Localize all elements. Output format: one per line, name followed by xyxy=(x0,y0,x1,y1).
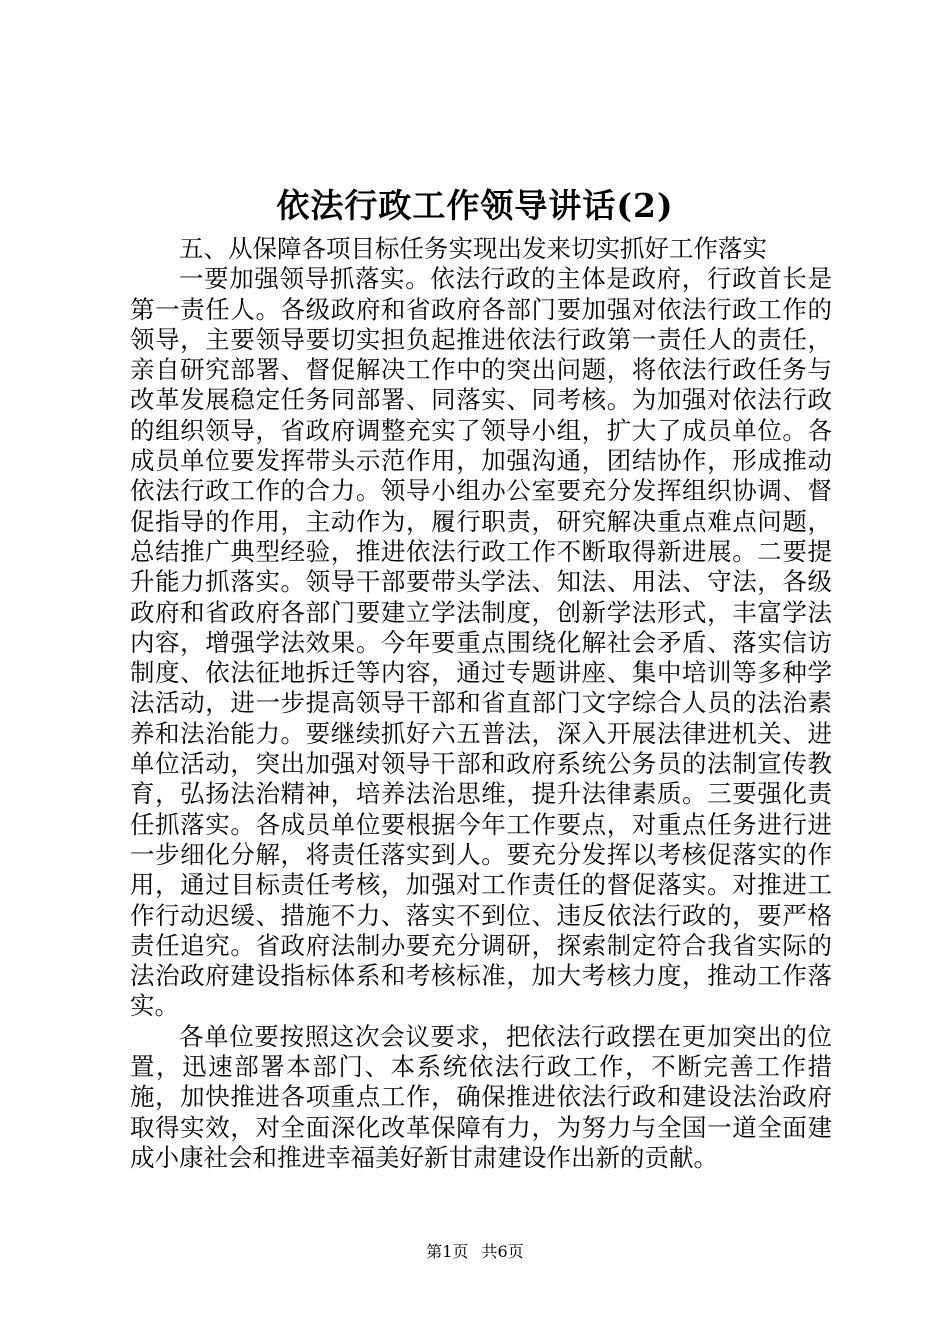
body-paragraph: 一要加强领导抓落实。依法行政的主体是政府，行政首长是第一责任人。各级政府和省政府各部门要加强对依法行政工作的领导，主要领导要切实担负起推进依法行政第一责任人的责任，亲自研究部署、督促解决工作中的突出问题，将依法行政任务与改革发展稳定任务同部署、同落实、同考核。为加强对依法行政的组织领导，省政府调整充实了领导小组，扩大了成员单位。各成员单位要发挥带头示范作用，加强沟通，团结协作，形成推动依法行政工作的合力。领导小组办公室要充分发挥组织协调、督促指导的作用，主动作为，履行职责，研究解决重点难点问题，总结推广典型经验，推进依法行政工作不断取得新进展。二要提升能力抓落实。领导干部要带头学法、知法、用法、守法，各级政府和省政府各部门要建立学法制度，创新学法形式，丰富学法内容，增强学法效果。今年要重点围绕化解社会矛盾、落实信访制度、依法征地拆迁等内容，通过专题讲座、集中培训等多种学法活动，进一步提高领导干部和省直部门文字综合人员的法治素养和法治能力。要继续抓好六五普法，深入开展法律进机关、进单位活动，突出加强对领导干部和政府系统公务员的法制宣传教育，弘扬法治精神，培养法治思维，提升法律素质。三要强化责任抓落实。各成员单位要根据今年工作要点，对重点任务进行进一步细化分解，将责任落实到人。要充分发挥以考核促落实的作用，通过目标责任考核，加强对工作责任的督促落实。对推进工作行动迟缓、措施不力、落实不到位、违反依法行政的，要严格责任追究。省政府法制办要充分调研，探索制定符合我省实际的法治政府建设指标体系和考核标准，加大考核力度，推动工作落实。 xyxy=(130,264,832,1021)
document-body xyxy=(130,234,832,1173)
page-total: 共6页 xyxy=(481,1242,524,1261)
page-footer xyxy=(0,1242,950,1262)
page-title: 依法行政工作领导讲话(2) xyxy=(276,186,674,225)
body-paragraph: 各单位要按照这次会议要求，把依法行政摆在更加突出的位置，迅速部署本部门、本系统依法行政工作，不断完善工作措施，加快推进各项重点工作，确保推进依法行政和建设法治政府取得实效，对全面深化改革保障有力，为努力与全国一道全面建成小康社会和推进幸福美好新甘肃建设作出新的贡献。 xyxy=(130,1021,832,1172)
page-number: 第1页 xyxy=(426,1242,469,1261)
section-heading: 五、从保障各项目标任务实现出发来切实抓好工作落实 xyxy=(179,234,767,263)
